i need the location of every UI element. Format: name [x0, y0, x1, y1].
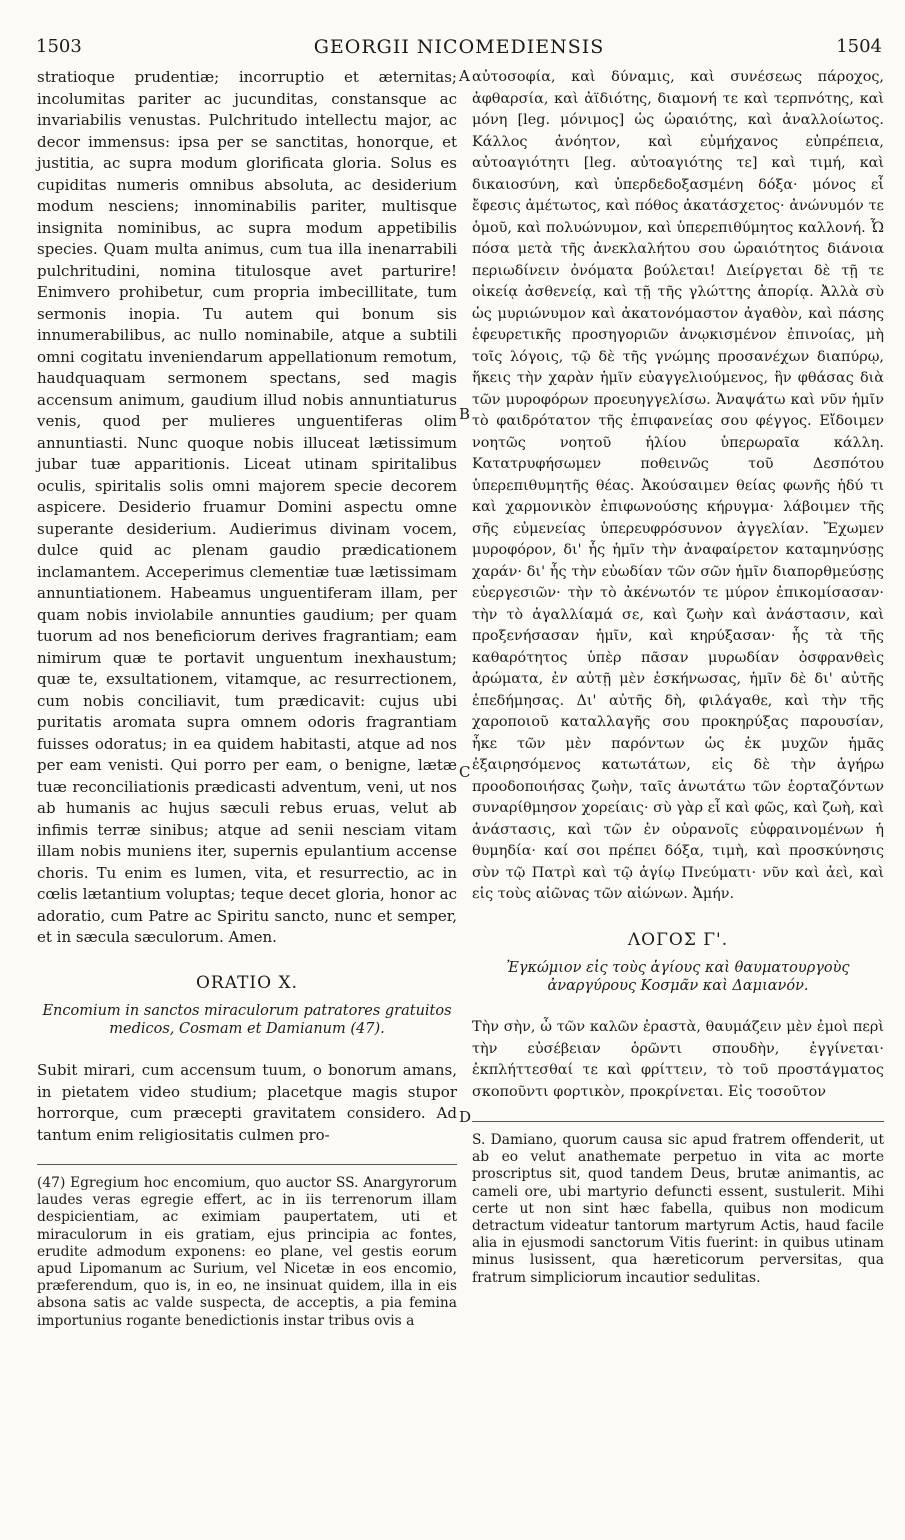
oratio-body: Subit mirari, cum accensum tuum, o bonorum amans, in pietatem video studium; placetque magis stupor horrorque, cum præcepti gravitatem considero. Ad tantum enim religiositatis culmen pro-: [37, 1061, 457, 1144]
logos-body: Τὴν σὴν, ὦ τῶν καλῶν ἐραστὰ, θαυμάζειν μὲν ἐμοὶ περὶ τὴν εὐσέβειαν ὁρῶντι σπουδὴν, ἐγγίνεται· ἐκπλήττεσθαί τε καὶ φρίττειν, τὸ τοῦ προστάγματος σκοποῦντι φορτικὸν, προκρίνεται. Εἰς τοσοῦτον: [472, 1019, 884, 1100]
oratio-subtitle: Encomium in sanctos miraculorum patratores gratuitos medicos, Cosmam et Damianum (47).: [42, 1003, 452, 1037]
margin-letter-b: B: [459, 405, 471, 423]
latin-footnote: (47) Egregium hoc encomium, quo auctor SS. Anargyrorum laudes veras egregie effert, ac in iis terrenorum illam despicientiam, ac eximiam paupertatem, uti et miraculorum in eis gratiam, ejus principia ac fontes, erudite admodum exponens: eo plane, vel gestis eorum apud Lipomanum ac Surium, vel Nicetæ in eos encomio, præferendum, quo is, in eo, ne insinuat quidem, illa in eis absona satis ac valde suspecta, de acceptis, a pia femina importunius rogante benedictionis instar tribus ovis a: [37, 1175, 457, 1329]
oratio-title: ORATIO X.: [196, 972, 298, 993]
greek-footnote: S. Damiano, quorum causa sic apud fratrem offenderit, ut ab eo velut anathemate perpetuo in vita ac morte proscriptus sit, quod tandem Deus, brutæ animantis, ac cameli ore, ubi martyrio defuncti essent, sustulerit. Mihi certe ut non sint hæc fabella, quibus non modicum detractum videatur tantorum martyrum Actis, haud facile alia in ejusmodi sanctorum Vitis fuerint: in quibus utinam minus lusissent, qua hæreticorum perversitas, qua fratrum simpliciorum incautior sedulitas.: [472, 1132, 884, 1286]
logos-subtitle: Ἐγκώμιον εἰς τοὺς ἁγίους καὶ θαυματουργοὺς ἀναργύρους Κοσμᾶν καὶ Δαμιανόν.: [506, 960, 850, 994]
greek-body: αὐτοσοφία, καὶ δύναμις, καὶ συνέσεως πάροχος, ἀφθαρσία, καὶ ἀϊδιότης, διαμονή τε καὶ τερπνότης, καὶ μόνη [leg. μόνιμος] ὡς ὡραιότης, καὶ ἀναλλοίωτος. Κάλλος ἀνόητον, καὶ εὐμήχανος εὐπρέπεια, αὐτοαγιότητι [leg. αὐτοαγιότης τε] καὶ τιμή, καὶ δικαιοσύνη, καὶ ὑπερδεδοξασμένη δόξα· μόνος εἶ ἔφεσις ἀμέτωτος, καὶ πόθος ἀκατάσχετος· ἀνώνυμόν τε ὁμοῦ, καὶ πολυώνυμον, καὶ ὑπερεπιθύμητος καλλονή. Ὦ πόσα μετὰ τῆς ἀνεκλαλήτου σου ὡραιότητος διάνοια περιωδίνειν ὀνόματα βούλεται! Διείργεται δὲ τῇ τε οἰκείᾳ ἀσθενείᾳ, καὶ τῇ τῆς γλώττης ἀπορίᾳ. Ἀλλὰ σὺ ὡς μυριώνυμον καὶ ἀκατονόμαστον ἀγαθὸν, καὶ πάσης ἐφευρετικῆς προσηγοριῶν ἀνῳκισμένον ἐπινοίας, μὴ τοῖς λόγοις, τῷ δὲ τῆς γνώμης προσανέχων διαπύρῳ, ἥκεις τὴν χαρὰν ἡμῖν εὐαγγελιούμενος, ἣν φθάσας διὰ τῶν μυροφόρων προευηγγελίσω. Ἀναψάτω καὶ νῦν ἡμῖν τὸ φαιδρότατον τῆς ἐπιφανείας σου φέγγος. Εἴδοιμεν νοητῶς νοητοῦ ἡλίου ὑπερωραῖα κάλλη. Κατατρυφήσωμεν ποθεινῶς τοῦ Δεσπότου ὑπερεπιθυμητῆς θέας. Ἀκούσαιμεν θείας φωνῆς ἡδύ τι καὶ χαρμονικὸν ἐπιφωνούσης κήρυγμα· λάβοιμεν τῆς σῆς εὐμενείας ὑπερευφρόσυνον ἀγγελίαν. Ἔχωμεν μυροφόρον, δι' ἧς ἡμῖν τὴν ἀναφαίρετον καταμηνύσῃς χαράν· δι' ἧς τὴν εὐωδίαν τῶν σῶν ἡμῖν διαπορθμεύσῃς εὐεργεσιῶν· τὴν τὸ ἀκένωτόν τε μύρον ἐπικομίσασαν· τὴν τὸ ἀγαλλίαμά σε, καὶ ζωὴν καὶ ἀνάστασιν, καὶ προξενήσασαν ἡμῖν, καὶ κηρύξασαν· ἧς τὰ τῆς καθαρότητος ὑπὲρ πᾶσαν μυρωδίαν ὀσφρανθεὶς ἀρώματα, ἐν αὐτῇ μὲν ἐσκήνωσας, ἡμῖν δὲ δι' αὐτῆς ἐπεδήμησας. Δι' αὐτῆς δὴ, φιλάγαθε, καὶ τὴν τῆς χαροποιοῦ καταλλαγῆς σου προκηρύξας παρουσίαν, ἧκε τῶν μὲν παρόντων ὡς ἐκ μυχῶν ἡμᾶς ἐξαιρησόμενος κατωτάτων, εἰς δὲ τὴν ἀγήρω προοδοποιήσας ζωὴν, ταῖς ἀνωτάτω τῶν ἑορταζόντων συναρίθμησον χορείαις· σὺ γὰρ εἶ καὶ φῶς, καὶ ζωὴ, καὶ ἀνάστασις, καὶ τῶν ἐν οὐρανοῖς εὐφραινομένων ἡ θυμηδία· καί σοι πρέπει δόξα, τιμὴ, καὶ προσκύνησις σὺν τῷ Πατρὶ καὶ τῷ ἁγίῳ Πνεύματι· νῦν καὶ ἀεὶ, καὶ εἰς τοὺς αἰῶνας τῶν αἰώνων. Ἀμήν.: [472, 69, 884, 902]
margin-letter-c: C: [459, 763, 471, 781]
latin-column: [37, 67, 457, 1330]
logos-title: ΛΟΓΟΣ Γ'.: [627, 929, 729, 950]
latin-body: stratioque prudentiæ; incorruptio et æternitas; incolumitas pariter ac jucunditas, constansque ac invariabilis venustas. Pulchritudo intellectu major, ac decor immensus: ipsa per se sanctitas, honorque, et justitia, ac supra modum glorificata gloria. Solus es cupiditas numeris omnibus absoluta, ac desiderium modum nesciens; innominabilis pariter, multisque insignita nominibus, ac supra modum appetibilis species. Quam multa animus, cum tua illa inenarrabili pulchritudini, nomina titulosque avet parturire! Enimvero prohibetur, cum propria imbecillitate, tum sermonis inopia. Tu autem qui bonum sis innumerabilibus, ac nullo nominabile, atque a subtili omni cogitatu inveniendarum appellationum remotum, haudquaquam sermonem spectans, sed magis accensum animum, gaudium illud nobis annuntiaturus venis, quod per mulieres unguentiferas olim annuntiasti. Nunc quoque nobis illuceat lætissimum jubar tuæ apparitionis. Liceat utinam spiritalibus oculis, spiritalis solis omni majorem specie decorem aspicere. Desiderio fruamur Domini aspectu omne superante desiderium. Audierimus divinam vocem, dulce quid ac plenam gaudio prædicationem inclamantem. Acceperimus clementiæ tuæ lætissimam annuntiationem. Habeamus unguentiferam illam, per quam nobis inviolabile annunties gaudium; per quam tuorum ad nos beneficiorum derives fragrantiam; eam nimirum quæ te portavit unguentum inexhaustum; quæ te, exsultationem, vitamque, ac resurrectionem, cum nobis conciliavit, tum prædicavit: cujus ubi puritatis aromata supra omnem odoris fragrantiam fuisses odoratus; in ea quidem habitasti, atque ad nos per eam venisti. Qui porro per eam, o benigne, lætæ tuæ reconciliationis prædicasti adventum, veni, ut nos ab humanis ac hujus sæculi rebus eruas, velut ab infimis terræ sinibus; atque ad senii nesciam vitam illam nobis muniens iter, supernis epulantium accense choris. Tu enim es lumen, vita, et resurrectio, ac in cœlis lætantium voluptas; teque decet gloria, honor ac adoratio, cum Patre ac Spiritu sancto, nunc et semper, et in sæcula sæculorum. Amen.: [37, 68, 457, 946]
margin-letter-a: A: [459, 67, 470, 85]
margin-letter-d: D: [459, 1108, 472, 1126]
running-title: GEORGII NICOMEDIENSIS: [313, 36, 605, 58]
footnote-rule: [37, 1164, 457, 1165]
running-header: [36, 36, 882, 64]
greek-column: [472, 67, 884, 1287]
page-number-left: 1503: [36, 36, 82, 57]
footnote-rule-right: [472, 1121, 884, 1122]
page-number-right: 1504: [836, 36, 882, 57]
